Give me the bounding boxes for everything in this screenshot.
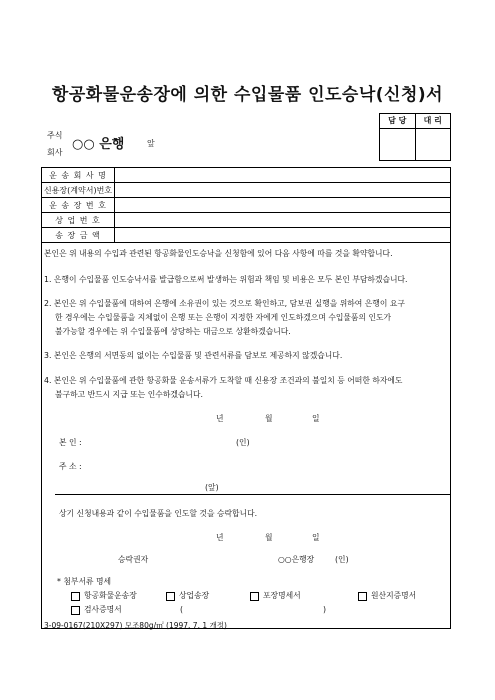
- row-value[interactable]: [115, 198, 451, 213]
- date2-day: 일: [312, 533, 320, 542]
- checkbox[interactable]: [71, 606, 80, 615]
- table-row: [42, 168, 451, 183]
- approval-sign-deputy[interactable]: [416, 129, 451, 160]
- intro-text: 본인은 위 내용의 수입과 관련된 항공화물인도승낙을 신청함에 있어 다음 사항에 따를 것을 확약합니다.: [44, 249, 393, 258]
- attachment-item[interactable]: 원산지증명서: [358, 589, 416, 603]
- attachment-other-open: (: [180, 605, 184, 614]
- bank-name: ○○ 은행: [72, 137, 125, 152]
- checkbox[interactable]: [71, 592, 80, 601]
- row-label: 상 업 번 호: [42, 213, 115, 228]
- clause-1: 1. 은행이 수입물품 인도승낙서를 발급함으로써 발생하는 위험과 책임 및 비용은 모두 본인 부담하겠습니다.: [44, 275, 408, 284]
- approver-label: 승락권자: [118, 555, 149, 564]
- table-row: [42, 213, 451, 228]
- table-row: [42, 228, 451, 243]
- attachment-item[interactable]: 포장명세서: [250, 589, 301, 603]
- clause-4-line2: 불구하고 반드시 지급 또는 인수하겠습니다.: [55, 390, 203, 399]
- date-day: 일: [312, 414, 320, 423]
- signer-seal: (인): [236, 438, 250, 447]
- row-value[interactable]: [115, 213, 451, 228]
- row-label: 운 송 회 사 명: [42, 168, 115, 183]
- addressee: 앞: [147, 139, 155, 148]
- clause-3: 3. 본인은 은행의 서면동의 없이는 수입물품 및 관련서류를 담보로 제공하지 않겠습니다.: [44, 351, 343, 360]
- date-month: 월: [265, 414, 273, 423]
- approver-seal: (인): [335, 555, 349, 564]
- form-footer: 3-09-0167(210X297) 모조80g/㎡ (1997. 7. 1 개정): [44, 621, 227, 630]
- date2-month: 월: [265, 533, 273, 542]
- approval-box: [379, 113, 451, 161]
- attachment-item[interactable]: 상업송장: [166, 589, 209, 603]
- attachment-item[interactable]: 항공화물운송장: [71, 589, 137, 603]
- company-prefix-2: 회사: [47, 148, 63, 157]
- row-label: 송 장 금 액: [42, 228, 115, 243]
- signer-label: 본 인 :: [59, 438, 82, 447]
- table-row: [42, 183, 451, 198]
- attachments-title: * 첨부서류 명세: [57, 577, 112, 586]
- date-year: 년: [216, 414, 224, 423]
- approval-col-staff: 담 당: [380, 114, 416, 128]
- address-label: 주 소 :: [59, 462, 82, 471]
- approval-col-deputy: 대 리: [423, 116, 442, 125]
- applicant-divider: [55, 494, 451, 495]
- row-value[interactable]: [115, 183, 451, 198]
- clause-4-line1: 4. 본인은 위 수입물품에 관한 항공화물 운송서류가 도착할 때 신용장 조건과의 불일치 등 어떠한 하자에도: [44, 376, 403, 385]
- info-table: [41, 167, 451, 243]
- document-title: 항공화물운송장에 의한 수입물품 인도승낙(신청)서: [51, 85, 444, 105]
- attachment-item[interactable]: 검사증명서: [71, 603, 122, 617]
- row-label: 신용장(계약서)번호: [42, 183, 115, 198]
- clause-2-line2: 한 경우에는 수입물품을 지체없이 은행 또는 은행이 지정한 자에게 인도하겠으며 수입물품의 인도가: [55, 313, 392, 322]
- approval-sign-staff[interactable]: [380, 129, 416, 160]
- checkbox[interactable]: [166, 592, 175, 601]
- row-value[interactable]: [115, 168, 451, 183]
- row-value[interactable]: [115, 228, 451, 243]
- checkbox[interactable]: [250, 592, 259, 601]
- clause-2-line1: 2. 본인은 위 수입물품에 대하여 은행에 소유권이 있는 것으로 확인하고, 담보권 실행을 위하여 은행이 요구: [44, 299, 405, 308]
- approver-bank: ○○은행장: [278, 555, 315, 564]
- company-prefix-1: 주식: [47, 131, 63, 140]
- checkbox[interactable]: [358, 592, 367, 601]
- row-label: 운 송 장 번 호: [42, 198, 115, 213]
- attachment-other-close: ): [323, 605, 327, 614]
- date2-year: 년: [216, 533, 224, 542]
- clause-2-line3: 불가능할 경우에는 위 수입물품에 상당하는 대금으로 상환하겠습니다.: [55, 327, 291, 336]
- table-row: [42, 198, 451, 213]
- applicant-seal: (앞): [205, 483, 219, 492]
- approval-statement: 상기 신청내용과 같이 수입물품을 인도할 것을 승락합니다.: [59, 509, 258, 518]
